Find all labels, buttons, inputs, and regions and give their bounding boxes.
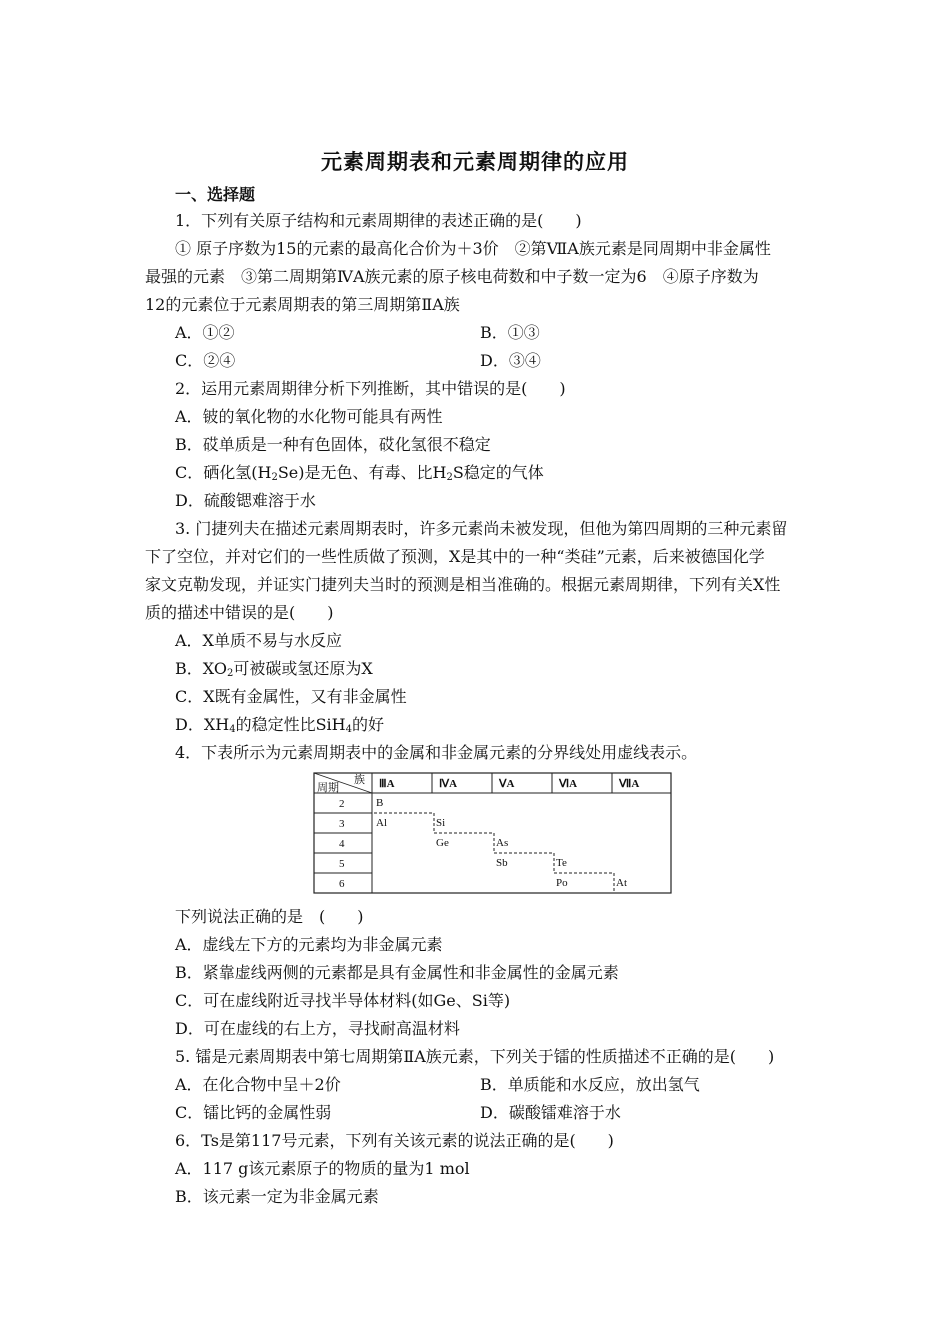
q2-stem: 2．运用元素周期律分析下列推断，其中错误的是( ) bbox=[175, 379, 566, 398]
q6-option-b: B．该元素一定为非金属元素 bbox=[175, 1187, 379, 1206]
element-te: Te bbox=[556, 857, 567, 869]
period-number-4: 4 bbox=[339, 838, 345, 850]
q1-option-d: D．③④ bbox=[480, 351, 541, 370]
q3-stem-line1: 3. 门捷列夫在描述元素周期表时，许多元素尚未被发现，但他为第四周期的三种元素留 bbox=[175, 519, 788, 538]
q5-option-b: B．单质能和水反应，放出氢气 bbox=[480, 1075, 700, 1094]
group-header-3a: ⅢA bbox=[379, 778, 395, 790]
element-ge: Ge bbox=[436, 837, 449, 849]
q1-statements-line2: 最强的元素 ③第二周期第ⅣA族元素的原子核电荷数和中子数一定为6 ④原子序数为 bbox=[145, 267, 759, 286]
q4-option-a: A．虚线左下方的元素均为非金属元素 bbox=[175, 935, 443, 954]
q4-stem: 4．下表所示为元素周期表中的金属和非金属元素的分界线处用虚线表示。 bbox=[175, 743, 698, 762]
q1-option-b: B．①③ bbox=[480, 323, 540, 342]
group-header-6a: ⅥA bbox=[559, 778, 578, 790]
metal-nonmetal-boundary-line bbox=[374, 813, 614, 893]
q3-option-b: B．$XO_2$可被碳或氢还原为X bbox=[175, 659, 373, 679]
q2-option-b: B．砹单质是一种有色固体，砹化氢很不稳定 bbox=[175, 435, 491, 454]
q5-stem: 5. 镭是元素周期表中第七周期第ⅡA族元素，下列关于镭的性质描述不正确的是( ) bbox=[175, 1047, 775, 1066]
q3-option-d: D．$XH_4$的稳定性比SiH$_4$的好 bbox=[175, 715, 384, 735]
element-al: Al bbox=[376, 817, 387, 829]
period-number-6: 6 bbox=[339, 878, 345, 890]
q5-option-a: A．在化合物中呈＋2价 bbox=[175, 1075, 341, 1094]
period-number-2: 2 bbox=[339, 798, 345, 810]
q2-option-d: D．硫酸锶难溶于水 bbox=[175, 491, 316, 510]
q5-option-d: D．碳酸镭难溶于水 bbox=[480, 1103, 621, 1122]
period-number-5: 5 bbox=[339, 858, 345, 870]
element-as: As bbox=[496, 837, 509, 849]
q1-stem: 1．下列有关原子结构和元素周期律的表述正确的是( ) bbox=[175, 211, 582, 230]
period-number-3: 3 bbox=[339, 818, 345, 830]
q1-statements-line3: 12的元素位于元素周期表的第三周期第ⅡA族 bbox=[145, 295, 460, 314]
group-header-5a: ⅤA bbox=[499, 778, 515, 790]
corner-label-group: 族 bbox=[354, 774, 365, 786]
q1-option-c: C．②④ bbox=[175, 351, 236, 370]
q3-stem-line2: 下了空位，并对它们的一些性质做了预测，X是其中的一种“类硅”元素，后来被德国化学 bbox=[145, 547, 765, 566]
element-po: Po bbox=[556, 877, 568, 889]
q3-stem-line4: 质的描述中错误的是( ) bbox=[145, 603, 334, 622]
q3-option-a: A．X单质不易与水反应 bbox=[175, 631, 342, 650]
element-b: B bbox=[376, 797, 384, 809]
q4-question: 下列说法正确的是 ( ) bbox=[175, 907, 364, 926]
element-sb: Sb bbox=[496, 857, 508, 869]
element-at: At bbox=[616, 877, 627, 889]
group-header-4a: ⅣA bbox=[439, 778, 458, 790]
q2-option-c: C．硒化氢$(H_2Se)$是无色、有毒、比$H_2S$稳定的气体 bbox=[175, 463, 544, 483]
q3-option-c: C．X既有金属性，又有非金属性 bbox=[175, 687, 407, 706]
document-title: 元素周期表和元素周期律的应用 bbox=[321, 149, 629, 174]
element-si: Si bbox=[436, 817, 446, 829]
q4-option-c: C．可在虚线附近寻找半导体材料(如Ge、Si等) bbox=[175, 991, 511, 1010]
periodic-table-excerpt bbox=[313, 772, 672, 894]
group-header-7a: ⅦA bbox=[619, 778, 640, 790]
q2-option-a: A．铍的氧化物的水化物可能具有两性 bbox=[175, 407, 443, 426]
q5-option-c: C．镭比钙的金属性弱 bbox=[175, 1103, 332, 1122]
q6-option-a: A．117 g该元素原子的物质的量为1 mol bbox=[175, 1159, 470, 1178]
q1-option-a: A．①② bbox=[175, 323, 235, 342]
q6-stem: 6．Ts是第117号元素，下列有关该元素的说法正确的是( ) bbox=[175, 1131, 614, 1150]
q3-stem-line3: 家文克勒发现，并证实门捷列夫当时的预测是相当准确的。根据元素周期律，下列有关X性 bbox=[145, 575, 781, 594]
q4-option-b: B．紧靠虚线两侧的元素都是具有金属性和非金属性的金属元素 bbox=[175, 963, 619, 982]
corner-label-period: 周期 bbox=[317, 782, 339, 794]
q1-statements-line1: ① 原子序数为15的元素的最高化合价为＋3价 ②第ⅦA族元素是同周期中非金属性 bbox=[175, 239, 771, 258]
q4-option-d: D．可在虚线的右上方，寻找耐高温材料 bbox=[175, 1019, 460, 1038]
section-heading: 一、选择题 bbox=[175, 185, 256, 204]
